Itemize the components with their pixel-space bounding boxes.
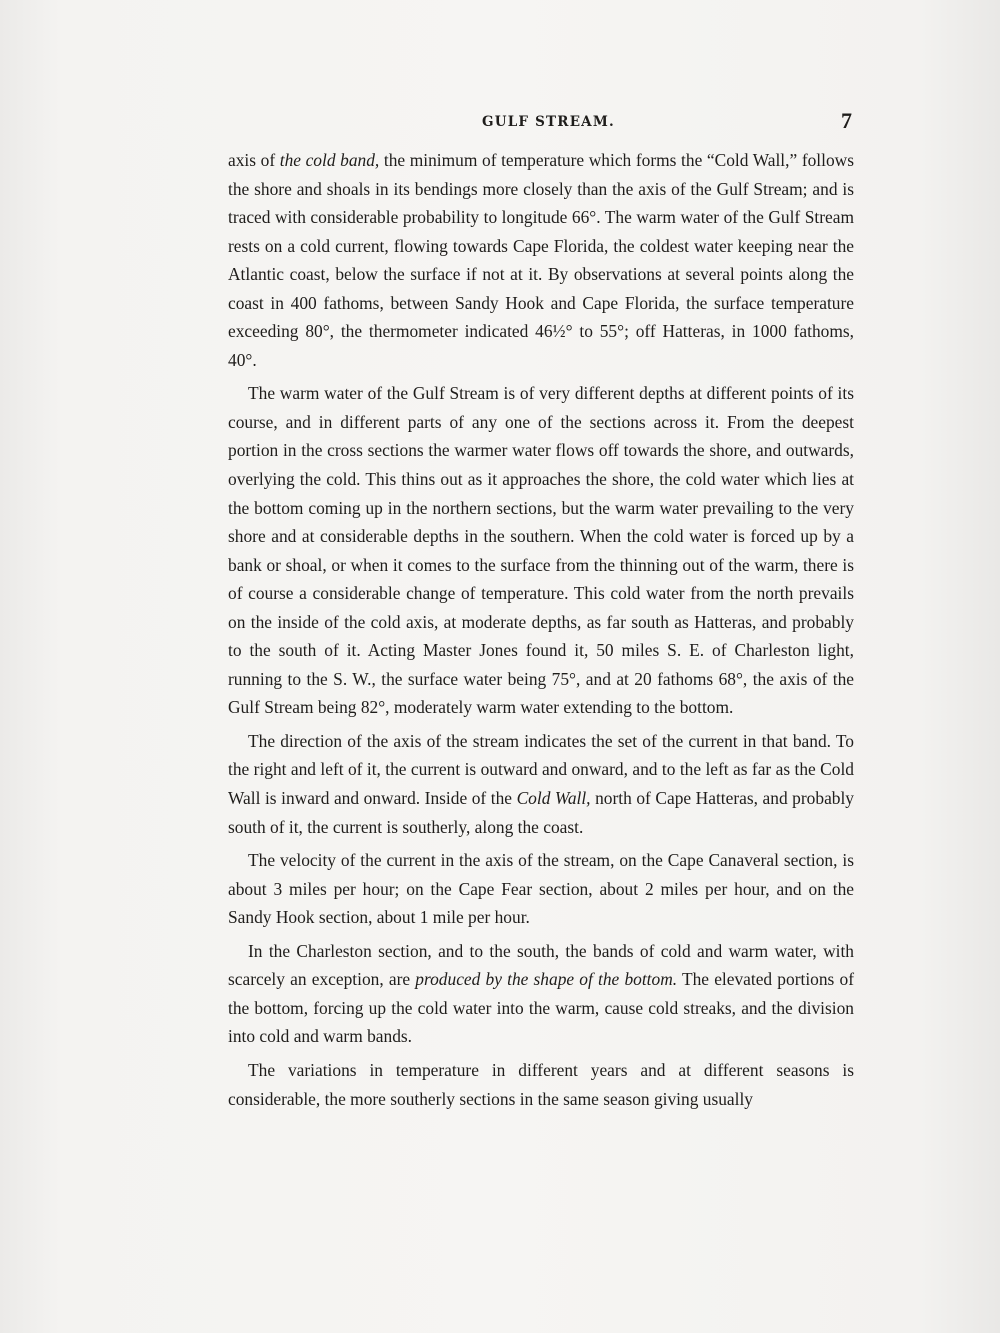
italic-text: Cold Wall,	[516, 788, 591, 809]
paragraph	[228, 727, 854, 841]
paragraph	[228, 937, 854, 1051]
running-title: GULF STREAM.	[482, 114, 615, 130]
paragraph	[228, 846, 854, 932]
text-segment: The variations in temperature in different years and at different seasons is considerable, the more southerly sections in the same season giving usually	[228, 1059, 854, 1109]
text-segment: The direction of the axis of the stream indicates the set of the current in that band. To the right and left of it, the current is outward and onward, and to the left as far as the Cold Wall is inward and onward. Inside of the	[228, 730, 854, 809]
body-text	[228, 146, 854, 1113]
page-number: 7	[841, 108, 852, 133]
text-segment: the minimum of temperature which forms the “Cold Wall,” follows the shore and shoals in its bendings more closely than the axis of the Gulf Stream; and is traced with considerable probability to longitude 66°. The warm water of the Gulf Stream rests on a cold current, flowing towards Cape Florida, the coldest water keeping near the Atlantic coast, below the surface if not at it. By observations at several points along the coast in 400 fathoms, between Sandy Hook and Cape Florida, the surface temperature exceeding 80°, the thermometer indicated 46½° to 55°; off Hatteras, in 1000 fathoms, 40°.	[228, 150, 854, 370]
text-segment: The warm water of the Gulf Stream is of very different depths at different points of its course, and in different parts of any one of the sections across it. From the deepest portion in the cross sections the warmer water flows off towards the shore, and outwards, overlying the cold. This thins out as it approaches the shore, the cold water which lies at the bottom coming up in the northern sections, but the warm water prevailing to the very shore and at considerable depths in the southern. When the cold water is forced up by a bank or shoal, or when it comes to the surface from the thinning out of the warm, there is of course a considerable change of temperature. This cold water from the north prevails on the inside of the cold axis, at moderate depths, as far south as Hatteras, and probably to the south of it. Acting Master Jones found it, 50 miles S. E. of Charleston light, running to the S. W., the surface water being 75°, and at 20 fathoms 68°, the axis of the Gulf Stream being 82°, moderately warm water extending to the bottom.	[228, 383, 854, 718]
text-segment: The elevated portions of the bottom, forcing up the cold water into the warm, cause cold streaks, and the division into cold and warm bands.	[228, 969, 854, 1047]
paragraph	[228, 1056, 854, 1113]
text-segment: north of Cape Hatteras, and probably south of it, the current is southerly, along the coast.	[228, 788, 855, 837]
paragraph	[228, 379, 854, 722]
page-header	[228, 108, 854, 136]
text-segment: The velocity of the current in the axis of the stream, on the Cape Canaveral section, is about 3 miles per hour; on the Cape Fear section, about 2 miles per hour, and on the Sandy Hook section, about 1 mile per hour.	[228, 850, 854, 928]
text-segment: axis of	[228, 150, 280, 170]
italic-text: the cold band,	[279, 150, 380, 170]
paragraph	[228, 146, 854, 374]
italic-text: produced by the shape of the bottom.	[415, 969, 678, 990]
text-segment: In the Charleston section, and to the south, the bands of cold and warm water, with scarcely an exception, are	[228, 940, 854, 990]
